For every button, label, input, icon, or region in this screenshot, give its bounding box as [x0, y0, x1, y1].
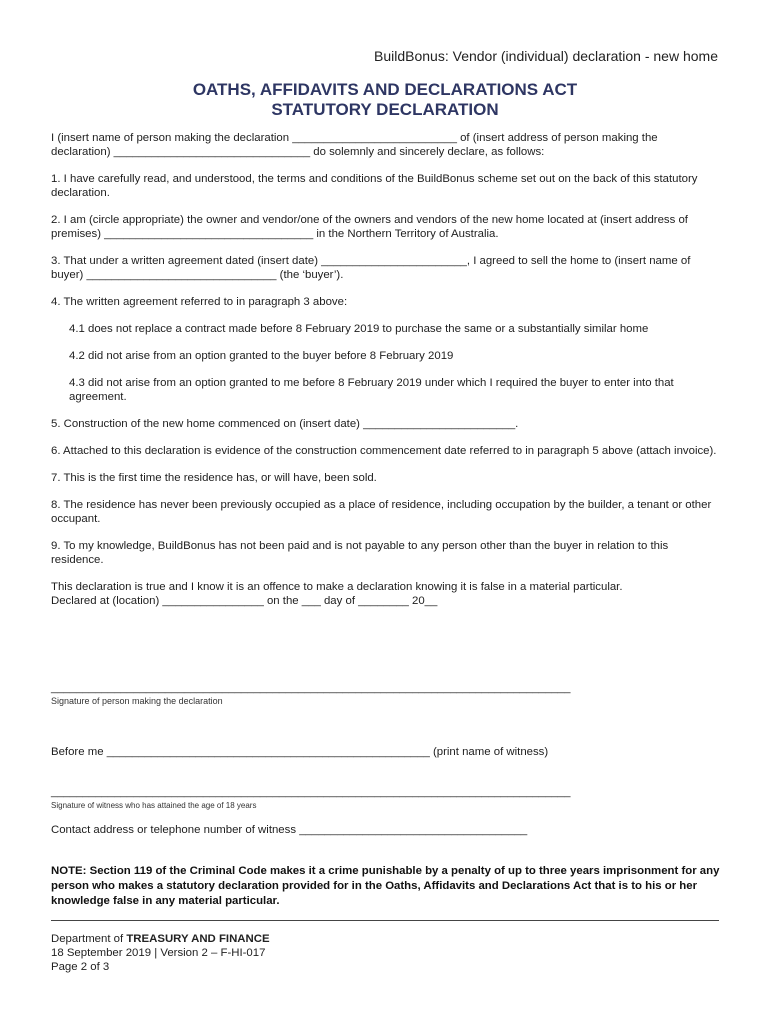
closing-statement: This declaration is true and I know it is an offence to make a declaration knowing it is false in a material particular.	[51, 581, 623, 593]
witness-signature-caption: Signature of witness who has attained the age of 18 years	[51, 801, 257, 810]
closing-paragraph	[51, 580, 719, 608]
footer-divider	[51, 920, 719, 921]
page-number: Page 2 of 3	[51, 961, 110, 973]
intro-paragraph: I (insert name of person making the declaration __________________________ of (insert address of person making the declaration) _______________________________ do solemnly and sincerely declare, as follows:	[51, 132, 658, 158]
department-prefix: Department of	[51, 933, 127, 945]
declarant-signature-caption: Signature of person making the declaration	[51, 696, 223, 706]
paragraph-5: 5. Construction of the new home commenced on (insert date) ________________________.	[51, 418, 519, 430]
paragraph-4-3: 4.3 did not arise from an option granted to me before 8 February 2019 under which I required the buyer to enter into that agreement.	[69, 377, 674, 403]
department-line	[51, 932, 270, 946]
declaration-body	[51, 131, 719, 621]
paragraph-8: 8. The residence has never been previously occupied as a place of residence, including occupation by the builder, a tenant or other occupant.	[51, 499, 712, 525]
paragraph-7: 7. This is the first time the residence has, or will have, been sold.	[51, 472, 377, 484]
page-footer	[51, 932, 270, 974]
paragraph-6: 6. Attached to this declaration is evidence of the construction commencement date referred to in paragraph 5 above (attach invoice).	[51, 445, 717, 457]
title-line-1: OATHS, AFFIDAVITS AND DECLARATIONS ACT	[192, 80, 578, 99]
paragraph-4-2: 4.2 did not arise from an option granted to the buyer before 8 February 2019	[69, 350, 454, 362]
witness-contact-line: Contact address or telephone number of witness ____________________________________	[51, 824, 528, 836]
paragraph-2: 2. I am (circle appropriate) the owner and vendor/one of the owners and vendors of the new home located at (insert address of premises) _________________________________ in the Northern Territory of Australia.	[51, 214, 688, 240]
paragraph-9: 9. To my knowledge, BuildBonus has not been paid and is not payable to any person other than the buyer in relation to this residence.	[51, 540, 669, 566]
criminal-code-note: NOTE: Section 119 of the Criminal Code makes it a crime punishable by a penalty of up to three years imprisonment for any person who makes a statutory declaration provided for in the Oaths, Affidavits and Declarations Act that is to his or her knowledge false in any material particular.	[51, 865, 720, 907]
document-title	[0, 80, 770, 120]
paragraph-4-1: 4.1 does not replace a contract made before 8 February 2019 to purchase the same or a substantially similar home	[69, 323, 649, 335]
department-name: TREASURY AND FINANCE	[126, 933, 270, 945]
witness-signature-line: __________________________________________________________________________________	[51, 786, 571, 798]
declarant-signature-line: __________________________________________________________________________________	[51, 682, 571, 694]
version-line: 18 September 2019 | Version 2 – F-HI-017	[51, 947, 266, 959]
page-header: BuildBonus: Vendor (individual) declaration - new home	[374, 48, 718, 64]
paragraph-3: 3. That under a written agreement dated (insert date) _______________________, I agreed to sell the home to (insert name of buyer) ______________________________ (the ‘buyer’).	[51, 255, 691, 281]
declared-at-line: Declared at (location) ________________ on the ___ day of ________ 20__	[51, 595, 438, 607]
paragraph-4: 4. The written agreement referred to in paragraph 3 above:	[51, 296, 348, 308]
paragraph-1: 1. I have carefully read, and understood, the terms and conditions of the BuildBonus scheme set out on the back of this statutory declaration.	[51, 173, 698, 199]
before-me-line: Before me ___________________________________________________ (print name of witness)	[51, 746, 549, 758]
title-line-2: STATUTORY DECLARATION	[271, 100, 499, 119]
